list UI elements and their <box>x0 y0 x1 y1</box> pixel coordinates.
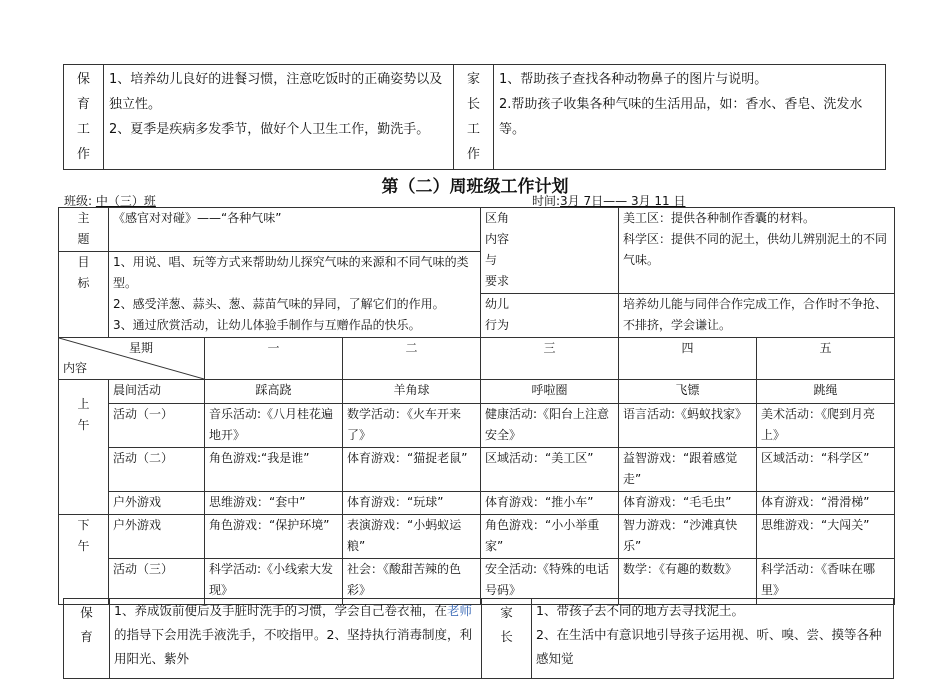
class-info: 班级: 中（三）班 <box>64 194 156 208</box>
schedule-cell: 社会：《酸甜苦辣的色彩》 <box>343 559 481 605</box>
schedule-cell: 科学活动:《小线索大发现》 <box>205 559 343 605</box>
schedule-cell: 羊角球 <box>343 380 481 404</box>
table-row <box>59 492 895 515</box>
table-row <box>59 380 895 404</box>
time-info: 时间:3月 7日—— 3月 11 日 <box>532 194 686 208</box>
row-name: 活动（一） <box>109 404 205 448</box>
current-week-care-table <box>63 598 894 679</box>
page-title: 第（二）周班级工作计划 <box>381 177 569 197</box>
schedule-cell: 智力游戏：“沙滩真快乐” <box>619 515 757 559</box>
area-content: 美工区：提供各种制作香囊的材料。 科学区：提供不同的泥土，供幼儿辨别泥土的不同气味。 <box>619 208 895 294</box>
weekday-content-header: 星期 内容 <box>59 338 205 380</box>
schedule-cell: 区域活动：“美工区” <box>481 448 619 492</box>
schedule-cell: 数学活动：《火车开来了》 <box>343 404 481 448</box>
schedule-cell: 飞镖 <box>619 380 757 404</box>
schedule-cell: 角色游戏:“我是谁” <box>205 448 343 492</box>
row-name: 晨间活动 <box>109 380 205 404</box>
schedule-cell: 跳绳 <box>757 380 895 404</box>
schedule-cell: 体育游戏：“猫捉老鼠” <box>343 448 481 492</box>
schedule-cell: 角色游戏：“保护环境” <box>205 515 343 559</box>
schedule-cell: 呼啦圈 <box>481 380 619 404</box>
day-header-4: 四 <box>619 338 757 380</box>
day-header-2: 二 <box>343 338 481 380</box>
theme-label: 主 题 <box>59 208 109 252</box>
row-name: 户外游戏 <box>109 492 205 515</box>
schedule-cell: 表演游戏：“小蚂蚁运粮” <box>343 515 481 559</box>
schedule-cell: 科学活动：《香味在哪里》 <box>757 559 895 605</box>
parent-work-label: 家 长 工 作 <box>454 65 494 170</box>
previous-week-care-table <box>63 64 886 170</box>
parent-label: 家 长 <box>482 599 532 679</box>
care-work-text: 1、培养幼儿良好的进餐习惯，注意吃饭时的正确姿势以及独立性。 2、夏季是疾病多发季节，做好个人卫生工作，勤洗手。 <box>104 65 454 170</box>
morning-label: 上 午 <box>59 380 109 515</box>
day-header-1: 一 <box>205 338 343 380</box>
schedule-cell: 体育游戏：“玩球” <box>343 492 481 515</box>
schedule-cell: 音乐活动:《八月桂花遍地开》 <box>205 404 343 448</box>
care-work-label: 保 育 工 作 <box>64 65 104 170</box>
schedule-cell: 思维游戏：“大闯关” <box>757 515 895 559</box>
schedule-cell: 角色游戏：“小小举重家” <box>481 515 619 559</box>
goal-label: 目 标 <box>59 252 109 338</box>
care-label: 保 育 <box>64 599 110 679</box>
day-header-3: 三 <box>481 338 619 380</box>
behavior-label: 幼儿 行为 <box>481 294 619 338</box>
schedule-cell: 思维游戏：“套中” <box>205 492 343 515</box>
row-name: 户外游戏 <box>109 515 205 559</box>
schedule-cell: 安全活动:《特殊的电话号码》 <box>481 559 619 605</box>
behavior-content: 培养幼儿能与同伴合作完成工作，合作时不争抢、不排挤，学会谦让。 <box>619 294 895 338</box>
schedule-cell: 语言活动:《蚂蚁找家》 <box>619 404 757 448</box>
parent-work-text: 1、帮助孩子查找各种动物鼻子的图片与说明。 2.帮助孩子收集各种气味的生活用品，如：香水、香皂、洗发水等。 <box>494 65 886 170</box>
theme-value: 《感官对对碰》——“各种气味” <box>109 208 481 252</box>
goal-content: 1、用说、唱、玩等方式来帮助幼儿探究气味的来源和不同气味的类型。 2、感受洋葱、蒜头、葱、蒜苗气味的异同，了解它们的作用。 3、通过欣赏活动，让幼儿体验手制作与互赠作品的快乐。 <box>109 252 481 338</box>
schedule-cell: 健康活动:《阳台上注意安全》 <box>481 404 619 448</box>
care-content: 1、养成饭前便后及手脏时洗手的习惯，学会自己卷衣袖，在老师的指导下会用洗手液洗手，不咬指甲。2、坚持执行消毒制度，利用阳光、紫外 <box>110 599 482 679</box>
schedule-cell: 数学：《有趣的数数》 <box>619 559 757 605</box>
schedule-cell: 踩高跷 <box>205 380 343 404</box>
row-name: 活动（三） <box>109 559 205 605</box>
afternoon-label: 下 午 <box>59 515 109 605</box>
table-row <box>59 448 895 492</box>
schedule-cell: 体育游戏：“毛毛虫” <box>619 492 757 515</box>
schedule-cell: 益智游戏：“跟着感觉走” <box>619 448 757 492</box>
weekly-plan-table <box>58 207 895 605</box>
schedule-cell: 体育游戏：“滑滑梯” <box>757 492 895 515</box>
row-name: 活动（二） <box>109 448 205 492</box>
day-header-5: 五 <box>757 338 895 380</box>
area-label: 区角 内容 与 要求 <box>481 208 619 294</box>
table-row <box>59 515 895 559</box>
parent-content: 1、带孩子去不同的地方去寻找泥土。 2、在生活中有意识地引导孩子运用视、听、嗅、尝、摸等各种感知觉 <box>532 599 894 679</box>
schedule-cell: 美术活动：《爬到月亮上》 <box>757 404 895 448</box>
table-row <box>59 404 895 448</box>
schedule-cell: 区域活动：“科学区” <box>757 448 895 492</box>
schedule-cell: 体育游戏：“推小车” <box>481 492 619 515</box>
